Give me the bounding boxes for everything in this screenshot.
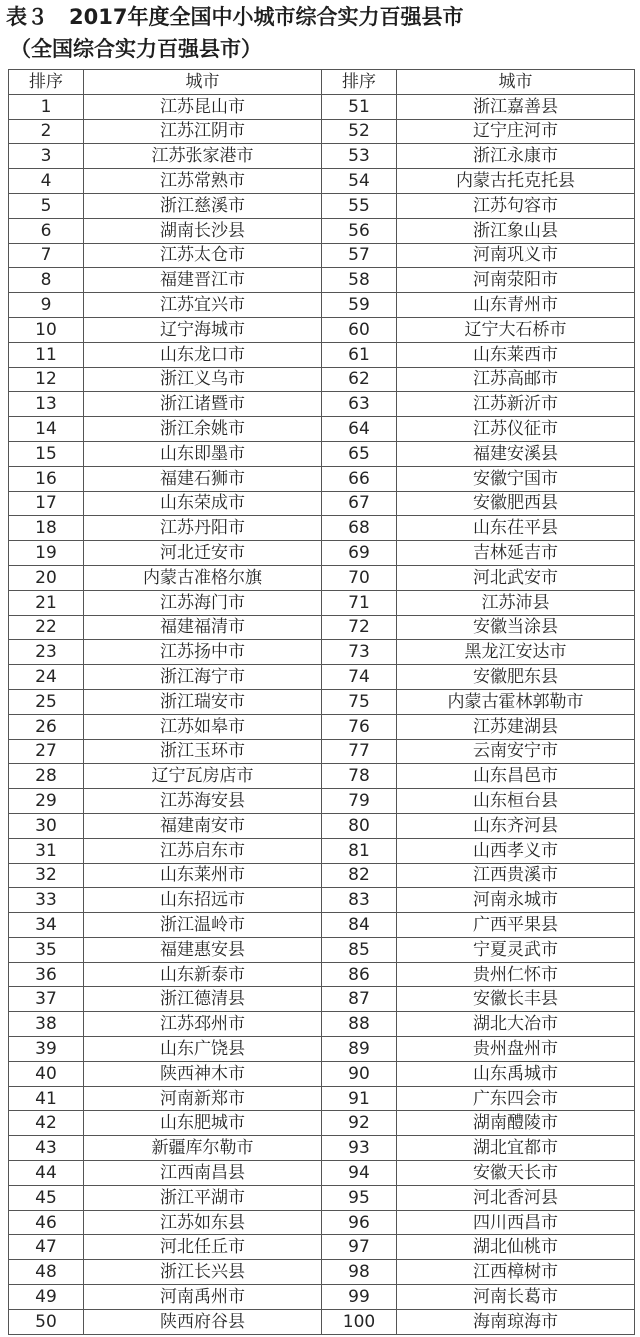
rank-left-cell: 10 bbox=[9, 317, 84, 342]
city-left-cell: 陕西神木市 bbox=[84, 1061, 322, 1086]
rank-right-cell: 54 bbox=[322, 169, 397, 194]
city-left-cell: 江苏海门市 bbox=[84, 590, 322, 615]
city-left-cell: 山东肥城市 bbox=[84, 1111, 322, 1136]
city-right-cell: 贵州盘州市 bbox=[397, 1037, 635, 1062]
rank-left-cell: 39 bbox=[9, 1037, 84, 1062]
city-right-cell: 江苏高邮市 bbox=[397, 367, 635, 392]
rank-left-cell: 44 bbox=[9, 1161, 84, 1186]
city-right-cell: 山东齐河县 bbox=[397, 813, 635, 838]
rank-right-cell: 68 bbox=[322, 516, 397, 541]
rank-left-cell: 40 bbox=[9, 1061, 84, 1086]
rank-right-cell: 77 bbox=[322, 739, 397, 764]
rank-left-cell: 38 bbox=[9, 1012, 84, 1037]
table-row bbox=[9, 218, 635, 243]
rank-left-cell: 4 bbox=[9, 169, 84, 194]
rank-left-cell: 8 bbox=[9, 268, 84, 293]
city-left-cell: 河南新郑市 bbox=[84, 1086, 322, 1111]
city-right-cell: 江苏句容市 bbox=[397, 193, 635, 218]
city-left-cell: 山东龙口市 bbox=[84, 342, 322, 367]
table-row bbox=[9, 640, 635, 665]
city-right-cell: 浙江象山县 bbox=[397, 218, 635, 243]
city-right-cell: 湖南醴陵市 bbox=[397, 1111, 635, 1136]
rank-right-cell: 80 bbox=[322, 813, 397, 838]
table-body bbox=[9, 94, 635, 1334]
rank-right-cell: 97 bbox=[322, 1235, 397, 1260]
rank-left-cell: 32 bbox=[9, 863, 84, 888]
city-right-cell: 江苏仪征市 bbox=[397, 417, 635, 442]
city-right-cell: 江苏建湖县 bbox=[397, 714, 635, 739]
rank-right-cell: 78 bbox=[322, 764, 397, 789]
rank-right-cell: 79 bbox=[322, 789, 397, 814]
city-left-cell: 江苏江阴市 bbox=[84, 119, 322, 144]
rank-left-cell: 46 bbox=[9, 1210, 84, 1235]
rank-left-cell: 5 bbox=[9, 193, 84, 218]
rank-left-cell: 47 bbox=[9, 1235, 84, 1260]
rank-left-cell: 2 bbox=[9, 119, 84, 144]
rank-right-cell: 69 bbox=[322, 541, 397, 566]
city-right-cell: 安徽肥西县 bbox=[397, 491, 635, 516]
city-left-cell: 江苏如皋市 bbox=[84, 714, 322, 739]
rank-right-cell: 95 bbox=[322, 1185, 397, 1210]
rank-right-cell: 85 bbox=[322, 937, 397, 962]
rank-right-cell: 76 bbox=[322, 714, 397, 739]
rank-left-cell: 9 bbox=[9, 293, 84, 318]
table-row bbox=[9, 268, 635, 293]
rank-left-cell: 49 bbox=[9, 1285, 84, 1310]
table-row bbox=[9, 838, 635, 863]
rank-right-cell: 61 bbox=[322, 342, 397, 367]
table-row bbox=[9, 913, 635, 938]
rank-right-cell: 89 bbox=[322, 1037, 397, 1062]
city-left-cell: 辽宁海城市 bbox=[84, 317, 322, 342]
rank-right-cell: 83 bbox=[322, 888, 397, 913]
city-right-cell: 云南安宁市 bbox=[397, 739, 635, 764]
table-row bbox=[9, 590, 635, 615]
city-right-cell: 黑龙江安达市 bbox=[397, 640, 635, 665]
rank-left-cell: 50 bbox=[9, 1309, 84, 1334]
city-left-cell: 江苏昆山市 bbox=[84, 94, 322, 119]
city-right-cell: 福建安溪县 bbox=[397, 441, 635, 466]
rank-left-cell: 3 bbox=[9, 144, 84, 169]
rank-left-cell: 28 bbox=[9, 764, 84, 789]
rank-left-cell: 22 bbox=[9, 615, 84, 640]
city-left-cell: 山东新泰市 bbox=[84, 962, 322, 987]
table-row bbox=[9, 739, 635, 764]
table-row bbox=[9, 392, 635, 417]
city-left-cell: 浙江玉环市 bbox=[84, 739, 322, 764]
table-row bbox=[9, 441, 635, 466]
rank-right-cell: 93 bbox=[322, 1136, 397, 1161]
table-row bbox=[9, 1285, 635, 1310]
table-row bbox=[9, 1185, 635, 1210]
table-row bbox=[9, 417, 635, 442]
rank-left-cell: 37 bbox=[9, 987, 84, 1012]
rank-left-cell: 34 bbox=[9, 913, 84, 938]
table-row bbox=[9, 466, 635, 491]
city-left-cell: 浙江瑞安市 bbox=[84, 689, 322, 714]
rank-right-cell: 90 bbox=[322, 1061, 397, 1086]
table-row bbox=[9, 243, 635, 268]
city-left-cell: 河北任丘市 bbox=[84, 1235, 322, 1260]
rank-left-cell: 36 bbox=[9, 962, 84, 987]
city-right-cell: 安徽宁国市 bbox=[397, 466, 635, 491]
city-right-cell: 江西贵溪市 bbox=[397, 863, 635, 888]
city-right-cell: 安徽肥东县 bbox=[397, 665, 635, 690]
city-right-cell: 山东莱西市 bbox=[397, 342, 635, 367]
table-row bbox=[9, 1136, 635, 1161]
rank-right-cell: 67 bbox=[322, 491, 397, 516]
rank-left-cell: 18 bbox=[9, 516, 84, 541]
rank-right-cell: 88 bbox=[322, 1012, 397, 1037]
city-right-cell: 吉林延吉市 bbox=[397, 541, 635, 566]
rank-right-cell: 64 bbox=[322, 417, 397, 442]
city-left-cell: 浙江义乌市 bbox=[84, 367, 322, 392]
rank-right-cell: 92 bbox=[322, 1111, 397, 1136]
rank-left-cell: 26 bbox=[9, 714, 84, 739]
rank-right-cell: 52 bbox=[322, 119, 397, 144]
header-rank-left: 排序 bbox=[9, 70, 84, 95]
city-left-cell: 江西南昌县 bbox=[84, 1161, 322, 1186]
rank-left-cell: 42 bbox=[9, 1111, 84, 1136]
city-right-cell: 河南长葛市 bbox=[397, 1285, 635, 1310]
rank-left-cell: 45 bbox=[9, 1185, 84, 1210]
rank-right-cell: 74 bbox=[322, 665, 397, 690]
rank-right-cell: 100 bbox=[322, 1309, 397, 1334]
city-right-cell: 内蒙古霍林郭勒市 bbox=[397, 689, 635, 714]
table-row bbox=[9, 342, 635, 367]
table-row bbox=[9, 764, 635, 789]
city-left-cell: 江苏丹阳市 bbox=[84, 516, 322, 541]
city-right-cell: 安徽当涂县 bbox=[397, 615, 635, 640]
city-left-cell: 浙江温岭市 bbox=[84, 913, 322, 938]
city-right-cell: 贵州仁怀市 bbox=[397, 962, 635, 987]
rank-right-cell: 96 bbox=[322, 1210, 397, 1235]
city-left-cell: 内蒙古准格尔旗 bbox=[84, 565, 322, 590]
ranking-table bbox=[8, 69, 635, 1335]
city-right-cell: 河南巩义市 bbox=[397, 243, 635, 268]
table-row bbox=[9, 1086, 635, 1111]
city-right-cell: 河南永城市 bbox=[397, 888, 635, 913]
rank-right-cell: 94 bbox=[322, 1161, 397, 1186]
rank-right-cell: 70 bbox=[322, 565, 397, 590]
table-row bbox=[9, 491, 635, 516]
table-row bbox=[9, 541, 635, 566]
rank-right-cell: 53 bbox=[322, 144, 397, 169]
city-right-cell: 广东四会市 bbox=[397, 1086, 635, 1111]
city-right-cell: 内蒙古托克托县 bbox=[397, 169, 635, 194]
city-right-cell: 山东青州市 bbox=[397, 293, 635, 318]
rank-right-cell: 82 bbox=[322, 863, 397, 888]
city-right-cell: 山东桓台县 bbox=[397, 789, 635, 814]
table-row bbox=[9, 516, 635, 541]
table-row bbox=[9, 367, 635, 392]
city-left-cell: 山东莱州市 bbox=[84, 863, 322, 888]
city-left-cell: 福建南安市 bbox=[84, 813, 322, 838]
table-row bbox=[9, 1037, 635, 1062]
rank-left-cell: 1 bbox=[9, 94, 84, 119]
city-right-cell: 山东茌平县 bbox=[397, 516, 635, 541]
city-left-cell: 湖南长沙县 bbox=[84, 218, 322, 243]
table-row bbox=[9, 1260, 635, 1285]
city-left-cell: 江苏邳州市 bbox=[84, 1012, 322, 1037]
city-right-cell: 江西樟树市 bbox=[397, 1260, 635, 1285]
table-row bbox=[9, 888, 635, 913]
city-right-cell: 辽宁大石桥市 bbox=[397, 317, 635, 342]
rank-left-cell: 6 bbox=[9, 218, 84, 243]
city-right-cell: 安徽天长市 bbox=[397, 1161, 635, 1186]
rank-right-cell: 57 bbox=[322, 243, 397, 268]
table-row bbox=[9, 1161, 635, 1186]
city-left-cell: 山东即墨市 bbox=[84, 441, 322, 466]
rank-left-cell: 25 bbox=[9, 689, 84, 714]
table-row bbox=[9, 665, 635, 690]
rank-right-cell: 81 bbox=[322, 838, 397, 863]
table-row bbox=[9, 937, 635, 962]
table-row bbox=[9, 789, 635, 814]
rank-right-cell: 73 bbox=[322, 640, 397, 665]
city-right-cell: 江苏沛县 bbox=[397, 590, 635, 615]
rank-right-cell: 60 bbox=[322, 317, 397, 342]
city-left-cell: 江苏扬中市 bbox=[84, 640, 322, 665]
table-row bbox=[9, 1111, 635, 1136]
header-rank-right: 排序 bbox=[322, 70, 397, 95]
rank-right-cell: 56 bbox=[322, 218, 397, 243]
city-right-cell: 浙江永康市 bbox=[397, 144, 635, 169]
rank-right-cell: 51 bbox=[322, 94, 397, 119]
city-left-cell: 江苏海安县 bbox=[84, 789, 322, 814]
rank-left-cell: 35 bbox=[9, 937, 84, 962]
city-left-cell: 山东荣成市 bbox=[84, 491, 322, 516]
city-right-cell: 安徽长丰县 bbox=[397, 987, 635, 1012]
city-right-cell: 辽宁庄河市 bbox=[397, 119, 635, 144]
rank-right-cell: 62 bbox=[322, 367, 397, 392]
rank-left-cell: 23 bbox=[9, 640, 84, 665]
city-left-cell: 江苏启东市 bbox=[84, 838, 322, 863]
city-right-cell: 湖北宜都市 bbox=[397, 1136, 635, 1161]
city-left-cell: 浙江诸暨市 bbox=[84, 392, 322, 417]
city-right-cell: 海南琼海市 bbox=[397, 1309, 635, 1334]
table-row bbox=[9, 1309, 635, 1334]
city-left-cell: 福建晋江市 bbox=[84, 268, 322, 293]
table-row bbox=[9, 689, 635, 714]
table-row bbox=[9, 144, 635, 169]
rank-left-cell: 14 bbox=[9, 417, 84, 442]
city-right-cell: 宁夏灵武市 bbox=[397, 937, 635, 962]
city-right-cell: 广西平果县 bbox=[397, 913, 635, 938]
rank-right-cell: 59 bbox=[322, 293, 397, 318]
rank-left-cell: 13 bbox=[9, 392, 84, 417]
city-left-cell: 河北迁安市 bbox=[84, 541, 322, 566]
city-left-cell: 浙江平湖市 bbox=[84, 1185, 322, 1210]
city-right-cell: 四川西昌市 bbox=[397, 1210, 635, 1235]
table-row bbox=[9, 863, 635, 888]
rank-right-cell: 66 bbox=[322, 466, 397, 491]
city-left-cell: 浙江德清县 bbox=[84, 987, 322, 1012]
city-left-cell: 浙江慈溪市 bbox=[84, 193, 322, 218]
rank-right-cell: 99 bbox=[322, 1285, 397, 1310]
city-left-cell: 江苏张家港市 bbox=[84, 144, 322, 169]
table-row bbox=[9, 962, 635, 987]
table-row bbox=[9, 1012, 635, 1037]
city-left-cell: 福建福清市 bbox=[84, 615, 322, 640]
rank-right-cell: 55 bbox=[322, 193, 397, 218]
city-right-cell: 山东昌邑市 bbox=[397, 764, 635, 789]
city-left-cell: 江苏太仓市 bbox=[84, 243, 322, 268]
city-left-cell: 河南禹州市 bbox=[84, 1285, 322, 1310]
city-right-cell: 江苏新沂市 bbox=[397, 392, 635, 417]
header-city-left: 城市 bbox=[84, 70, 322, 95]
city-right-cell: 河北武安市 bbox=[397, 565, 635, 590]
rank-left-cell: 12 bbox=[9, 367, 84, 392]
rank-left-cell: 27 bbox=[9, 739, 84, 764]
city-left-cell: 浙江余姚市 bbox=[84, 417, 322, 442]
rank-right-cell: 72 bbox=[322, 615, 397, 640]
table-row bbox=[9, 1235, 635, 1260]
rank-left-cell: 21 bbox=[9, 590, 84, 615]
rank-right-cell: 98 bbox=[322, 1260, 397, 1285]
table-title bbox=[0, 0, 640, 69]
rank-left-cell: 24 bbox=[9, 665, 84, 690]
city-left-cell: 江苏如东县 bbox=[84, 1210, 322, 1235]
city-right-cell: 河北香河县 bbox=[397, 1185, 635, 1210]
city-right-cell: 湖北大冶市 bbox=[397, 1012, 635, 1037]
table-row bbox=[9, 94, 635, 119]
city-left-cell: 新疆库尔勒市 bbox=[84, 1136, 322, 1161]
city-right-cell: 湖北仙桃市 bbox=[397, 1235, 635, 1260]
rank-right-cell: 65 bbox=[322, 441, 397, 466]
rank-left-cell: 19 bbox=[9, 541, 84, 566]
city-left-cell: 福建惠安县 bbox=[84, 937, 322, 962]
table-row bbox=[9, 987, 635, 1012]
table-row bbox=[9, 615, 635, 640]
rank-right-cell: 91 bbox=[322, 1086, 397, 1111]
city-right-cell: 山西孝义市 bbox=[397, 838, 635, 863]
table-row bbox=[9, 293, 635, 318]
rank-right-cell: 84 bbox=[322, 913, 397, 938]
rank-left-cell: 29 bbox=[9, 789, 84, 814]
rank-right-cell: 75 bbox=[322, 689, 397, 714]
rank-left-cell: 48 bbox=[9, 1260, 84, 1285]
rank-right-cell: 58 bbox=[322, 268, 397, 293]
rank-left-cell: 11 bbox=[9, 342, 84, 367]
rank-right-cell: 86 bbox=[322, 962, 397, 987]
table-title-sub: （全国综合实力百强县市） bbox=[10, 37, 262, 61]
rank-right-cell: 87 bbox=[322, 987, 397, 1012]
table-row bbox=[9, 317, 635, 342]
rank-right-cell: 63 bbox=[322, 392, 397, 417]
table-row bbox=[9, 1210, 635, 1235]
rank-left-cell: 15 bbox=[9, 441, 84, 466]
city-right-cell: 浙江嘉善县 bbox=[397, 94, 635, 119]
table-row bbox=[9, 193, 635, 218]
rank-left-cell: 41 bbox=[9, 1086, 84, 1111]
rank-left-cell: 31 bbox=[9, 838, 84, 863]
table-row bbox=[9, 1061, 635, 1086]
city-left-cell: 江苏宜兴市 bbox=[84, 293, 322, 318]
rank-left-cell: 17 bbox=[9, 491, 84, 516]
table-row bbox=[9, 169, 635, 194]
table-row bbox=[9, 714, 635, 739]
table-row bbox=[9, 565, 635, 590]
table-row bbox=[9, 813, 635, 838]
table-title-main: 表３ 2017年度全国中小城市综合实力百强县市 bbox=[6, 5, 464, 29]
rank-right-cell: 71 bbox=[322, 590, 397, 615]
header-city-right: 城市 bbox=[397, 70, 635, 95]
city-left-cell: 浙江海宁市 bbox=[84, 665, 322, 690]
table-row bbox=[9, 119, 635, 144]
table-header-row bbox=[9, 70, 635, 95]
city-left-cell: 江苏常熟市 bbox=[84, 169, 322, 194]
city-left-cell: 辽宁瓦房店市 bbox=[84, 764, 322, 789]
rank-left-cell: 43 bbox=[9, 1136, 84, 1161]
city-left-cell: 福建石狮市 bbox=[84, 466, 322, 491]
rank-left-cell: 16 bbox=[9, 466, 84, 491]
city-right-cell: 山东禹城市 bbox=[397, 1061, 635, 1086]
city-right-cell: 河南荥阳市 bbox=[397, 268, 635, 293]
rank-left-cell: 33 bbox=[9, 888, 84, 913]
city-left-cell: 浙江长兴县 bbox=[84, 1260, 322, 1285]
city-left-cell: 山东招远市 bbox=[84, 888, 322, 913]
rank-left-cell: 30 bbox=[9, 813, 84, 838]
rank-left-cell: 7 bbox=[9, 243, 84, 268]
rank-left-cell: 20 bbox=[9, 565, 84, 590]
city-left-cell: 陕西府谷县 bbox=[84, 1309, 322, 1334]
city-left-cell: 山东广饶县 bbox=[84, 1037, 322, 1062]
